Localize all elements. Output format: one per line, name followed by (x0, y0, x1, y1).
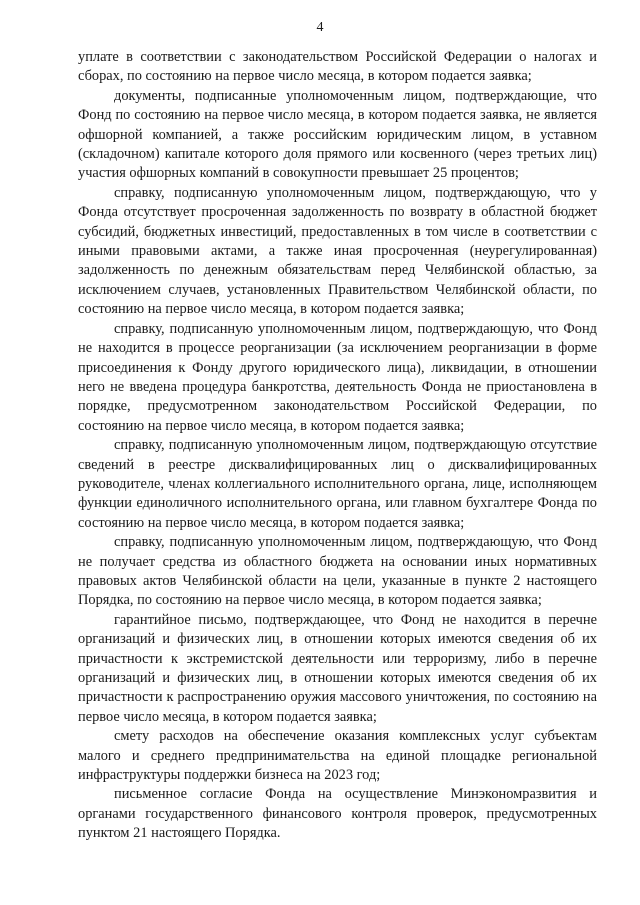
paragraph: гарантийное письмо, подтверждающее, что Фонд не находится в перечне организаций и физических лиц, в отношении которых имеются сведения об их причастности к экстремистской деятельности или терроризму, либо в перечне организаций и физических лиц, в отношении которых имеются сведения об их причастности к распространению оружия массового уничтожения, по состоянию на первое число месяца, в котором подается заявка; (78, 611, 597, 725)
paragraph: справку, подписанную уполномоченным лицом, подтверждающую, что Фонд не находится в процессе реорганизации (за исключением реорганизации в форме присоединения к Фонду другого юридического лица), ликвидации, в отношении него не введена процедура банкротства, деятельность Фонда не приостановлена в порядке, предусмотренном законодательством Российской Федерации, по состоянию на первое число месяца, в котором подается заявка; (78, 320, 597, 434)
paragraph: письменное согласие Фонда на осуществление Минэкономразвития и органами государственного финансового контроля проверок, предусмотренных пунктом 21 настоящего Порядка. (78, 786, 597, 842)
paragraph: справку, подписанную уполномоченным лицом, подтверждающую, что Фонд не получает средства из областного бюджета на основании иных нормативных правовых актов Челябинской области на цели, указанные в пункте 2 настоящего Порядка, по состоянию на первое число месяца, в котором подается заявка; (78, 534, 597, 609)
paragraph: справку, подписанную уполномоченным лицом, подтверждающую отсутствие сведений в реестре дисквалифицированных лиц о дисквалифицированных руководителе, членах коллегиального исполнительного органа, лице, исполняющем функции единоличного исполнительного органа, или главном бухгалтере Фонда по состоянию на первое число месяца, в котором подается заявка; (78, 437, 597, 531)
paragraph: документы, подписанные уполномоченным лицом, подтверждающие, что Фонд по состоянию на первое число месяца, в котором подается заявка, не является офшорной компанией, а также российским юридическим лицом, в уставном (складочном) капитале которого доля прямого или косвенного (через третьих лиц) участия офшорных компаний в совокупности превышает 25 процентов; (78, 87, 597, 182)
document-body (78, 48, 597, 844)
paragraph: справку, подписанную уполномоченным лицом, подтверждающую, что у Фонда отсутствует просроченная задолженность по возврату в областной бюджет субсидий, бюджетных инвестиций, предоставленных в том числе в соответствии с иными правовыми актами, а также иная просроченная (неурегулированная) задолженность по денежным обязательствам перед Челябинской областью, за исключением случаев, установленных Правительством Челябинской области, по состоянию на первое число месяца, в котором подается заявка; (78, 184, 597, 318)
paragraph: уплате в соответствии с законодательством Российской Федерации о налогах и сборах, по состоянию на первое число месяца, в котором подается заявка; (78, 49, 597, 85)
paragraph: смету расходов на обеспечение оказания комплексных услуг субъектам малого и среднего предпринимательства на единой площадке региональной инфраструктуры поддержки бизнеса на 2023 год; (78, 728, 597, 784)
page-number: 4 (316, 20, 324, 35)
